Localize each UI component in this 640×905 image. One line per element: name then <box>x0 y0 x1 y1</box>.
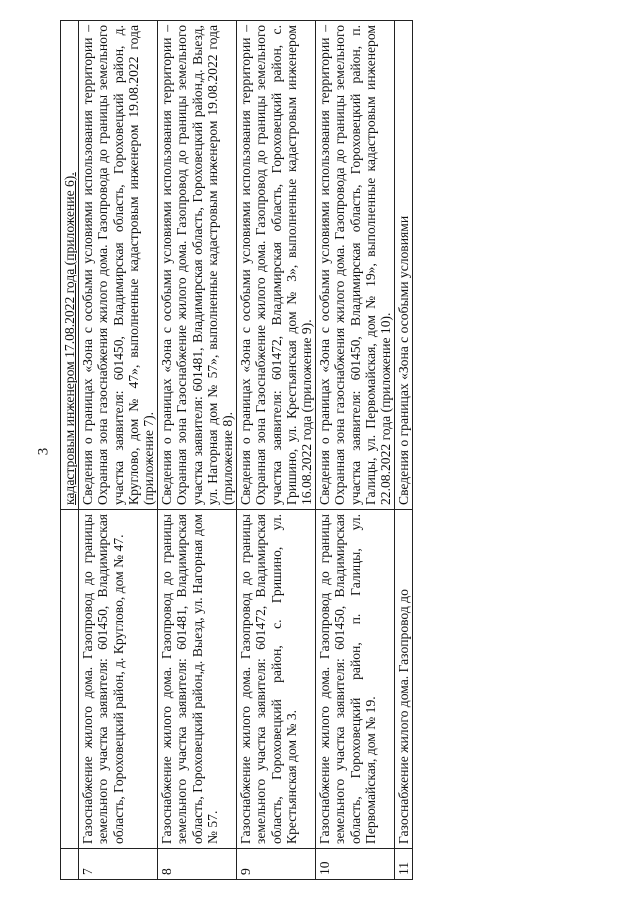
page-number: 3 <box>35 447 52 456</box>
object-cell: Газоснабжение жилого дома. Газопровод до <box>395 510 413 849</box>
object-cell <box>61 510 79 849</box>
table-row <box>61 21 79 880</box>
object-cell: Газоснабжение жилого дома. Газопровод до границы земельного участка заявителя: 601472, Владимирская область, Гороховецкий район, с. Гришино, ул. Крестьянская дом № 3. <box>237 510 316 849</box>
info-text: кадастровым инженером 17.08.2022 года (приложение 6). <box>62 172 77 505</box>
row-number-cell: 9 <box>237 849 316 880</box>
info-cell: Сведения о границах «Зона с особыми условиями использования территории – Охранная зона Газоснабжение жилого дома. Газопровод до границы земельного участка заявителя: 601472, Владимирская область, Гороховецкий район, с. Гришино, ул. Крестьянская дом № 3», выполненные кадастровым инженером 16.08.2022 года (приложение 9). <box>237 21 316 510</box>
rotated-page-area <box>60 20 600 880</box>
info-cell: Сведения о границах «Зона с особыми условиями использования территории – Охранная зона Газоснабжение жилого дома. Газопровод до границы земельного участка заявителя: 601481, Владимирская область, Гороховецкий район,д. Выезд, ул. Нагорная дом № 57», выполненные кадастровым инженером 19.08.2022 года (приложение 8). <box>158 21 237 510</box>
row-number-cell: 7 <box>79 849 158 880</box>
object-cell: Газоснабжение жилого дома. Газопровод до границы земельного участка заявителя: 601450, Владимирская область, Гороховецкий район, д. Круглово, дом № 47. <box>79 510 158 849</box>
table-row <box>237 21 316 880</box>
info-cell: Сведения о границах «Зона с особыми условиями <box>395 21 413 510</box>
object-cell: Газоснабжение жилого дома. Газопровод до границы земельного участка заявителя: 601481, Владимирская область, Гороховецкий район,д. Выезд, ул. Нагорная дом № 57. <box>158 510 237 849</box>
row-number-cell: 8 <box>158 849 237 880</box>
table-row <box>158 21 237 880</box>
info-cell <box>61 21 79 510</box>
document-table <box>60 20 600 880</box>
table-row <box>395 21 413 880</box>
row-number-cell <box>61 849 79 880</box>
object-cell: Газоснабжение жилого дома. Газопровод до границы земельного участка заявителя: 601450, Владимирская область, Гороховецкий район, п. Галицы, ул. Первомайская, дом № 19. <box>316 510 395 849</box>
table-row <box>316 21 395 880</box>
info-cell: Сведения о границах «Зона с особыми условиями использования территории – Охранная зона газоснабжения жилого дома. Газопровода до границы земельного участка заявителя: 601450, Владимирская область, Гороховецкий район, д. Круглово, дом № 47», выполненные кадастровым инженером 19.08.2022 года (приложение 7). <box>79 21 158 510</box>
row-number-cell: 11 <box>395 849 413 880</box>
row-number-cell: 10 <box>316 849 395 880</box>
table-row <box>79 21 158 880</box>
info-cell: Сведения о границах «Зона с особыми условиями использования территории – Охранная зона газоснабжения жилого дома. Газопровода до границы земельного участка заявителя: 601450, Владимирская область, Гороховецкий район, п. Галицы, ул. Первомайская, дом № 19», выполненные кадастровым инженером 22.08.2022 года (приложение 10). <box>316 21 395 510</box>
